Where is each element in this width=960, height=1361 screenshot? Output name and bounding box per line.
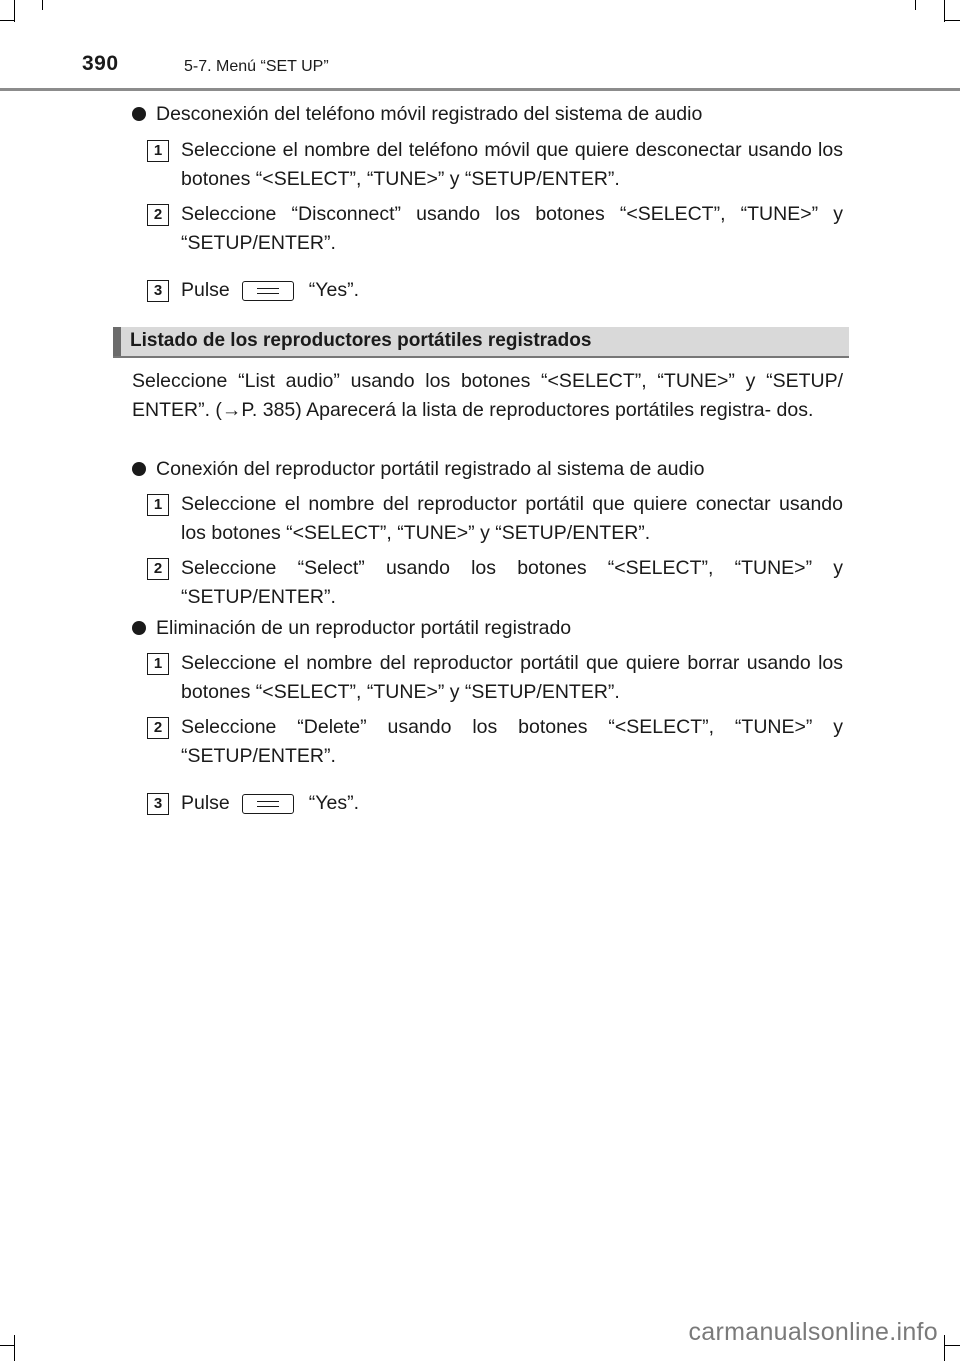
section-paragraph: Seleccione “List audio” usando los botones “<SELECT”, “TUNE>” y “SETUP/ ENTER”. (→P. 385) Aparecerá la lista de reproductores portátiles registra- dos. (132, 370, 843, 421)
step-text: Seleccione “Disconnect” usando los botones “<SELECT”, “TUNE>” y “SETUP/ENTER”. (181, 203, 843, 254)
step-text: Seleccione “Delete” usando los botones “<SELECT”, “TUNE>” y “SETUP/ENTER”. (181, 716, 843, 767)
step-number: 2 (147, 558, 169, 580)
step-text: Seleccione el nombre del teléfono móvil que quiere desconectar usando los botones “<SELECT”, “TUNE>” y “SETUP/ENTER”. (181, 139, 843, 190)
section-accent (113, 327, 121, 356)
page-number: 390 (82, 52, 119, 75)
hang-up-button-icon (242, 794, 294, 814)
header-divider (0, 88, 960, 91)
section-title: 5-7. Menú “SET UP” (184, 58, 329, 75)
step-number: 2 (147, 717, 169, 739)
step-number: 1 (147, 140, 169, 162)
crop-mark (0, 20, 15, 21)
crop-mark (915, 0, 916, 10)
bullet-dot-icon (132, 462, 146, 476)
section-heading-title: Listado de los reproductores portátiles registrados (130, 330, 592, 351)
bullet-text: Eliminación de un reproductor portátil registrado (156, 617, 572, 639)
crop-mark (14, 0, 15, 22)
bullet-dot-icon (132, 621, 146, 635)
crop-mark (0, 1345, 15, 1346)
bullet-item (132, 455, 704, 484)
bullet-item (132, 100, 702, 129)
crop-mark (14, 1335, 15, 1361)
step-suffix: “Yes”. (308, 792, 359, 814)
crop-mark (944, 1345, 960, 1346)
hang-up-button-icon (242, 281, 294, 301)
step-number: 1 (147, 653, 169, 675)
step-text: Seleccione el nombre del reproductor portátil que quiere borrar usando los botones “<SELECT”, “TUNE>” y “SETUP/ENTER”. (181, 652, 843, 703)
step-prefix: Pulse (181, 792, 230, 814)
crop-mark (42, 0, 43, 10)
step-suffix: “Yes”. (308, 279, 359, 301)
step-number: 3 (147, 793, 169, 815)
crop-mark (944, 20, 960, 21)
step-number: 1 (147, 494, 169, 516)
bullet-text: Conexión del reproductor portátil registrado al sistema de audio (156, 458, 705, 480)
step-number: 2 (147, 204, 169, 226)
section-heading (113, 327, 849, 358)
step-text: Seleccione “Select” usando los botones “<SELECT”, “TUNE>” y “SETUP/ENTER”. (181, 557, 843, 608)
step-prefix: Pulse (181, 279, 230, 301)
step-text: Seleccione el nombre del reproductor portátil que quiere conectar usando los botones “<SELECT”, “TUNE>” y “SETUP/ENTER”. (181, 493, 843, 544)
watermark: carmanualsonline.info (688, 1318, 938, 1346)
crop-mark (944, 1335, 945, 1361)
bullet-item (132, 614, 571, 643)
step-number: 3 (147, 280, 169, 302)
bullet-dot-icon (132, 107, 146, 121)
crop-mark (944, 0, 945, 22)
step-text (181, 789, 359, 818)
bullet-text: Desconexión del teléfono móvil registrado del sistema de audio (156, 103, 703, 125)
step-text (181, 276, 359, 305)
